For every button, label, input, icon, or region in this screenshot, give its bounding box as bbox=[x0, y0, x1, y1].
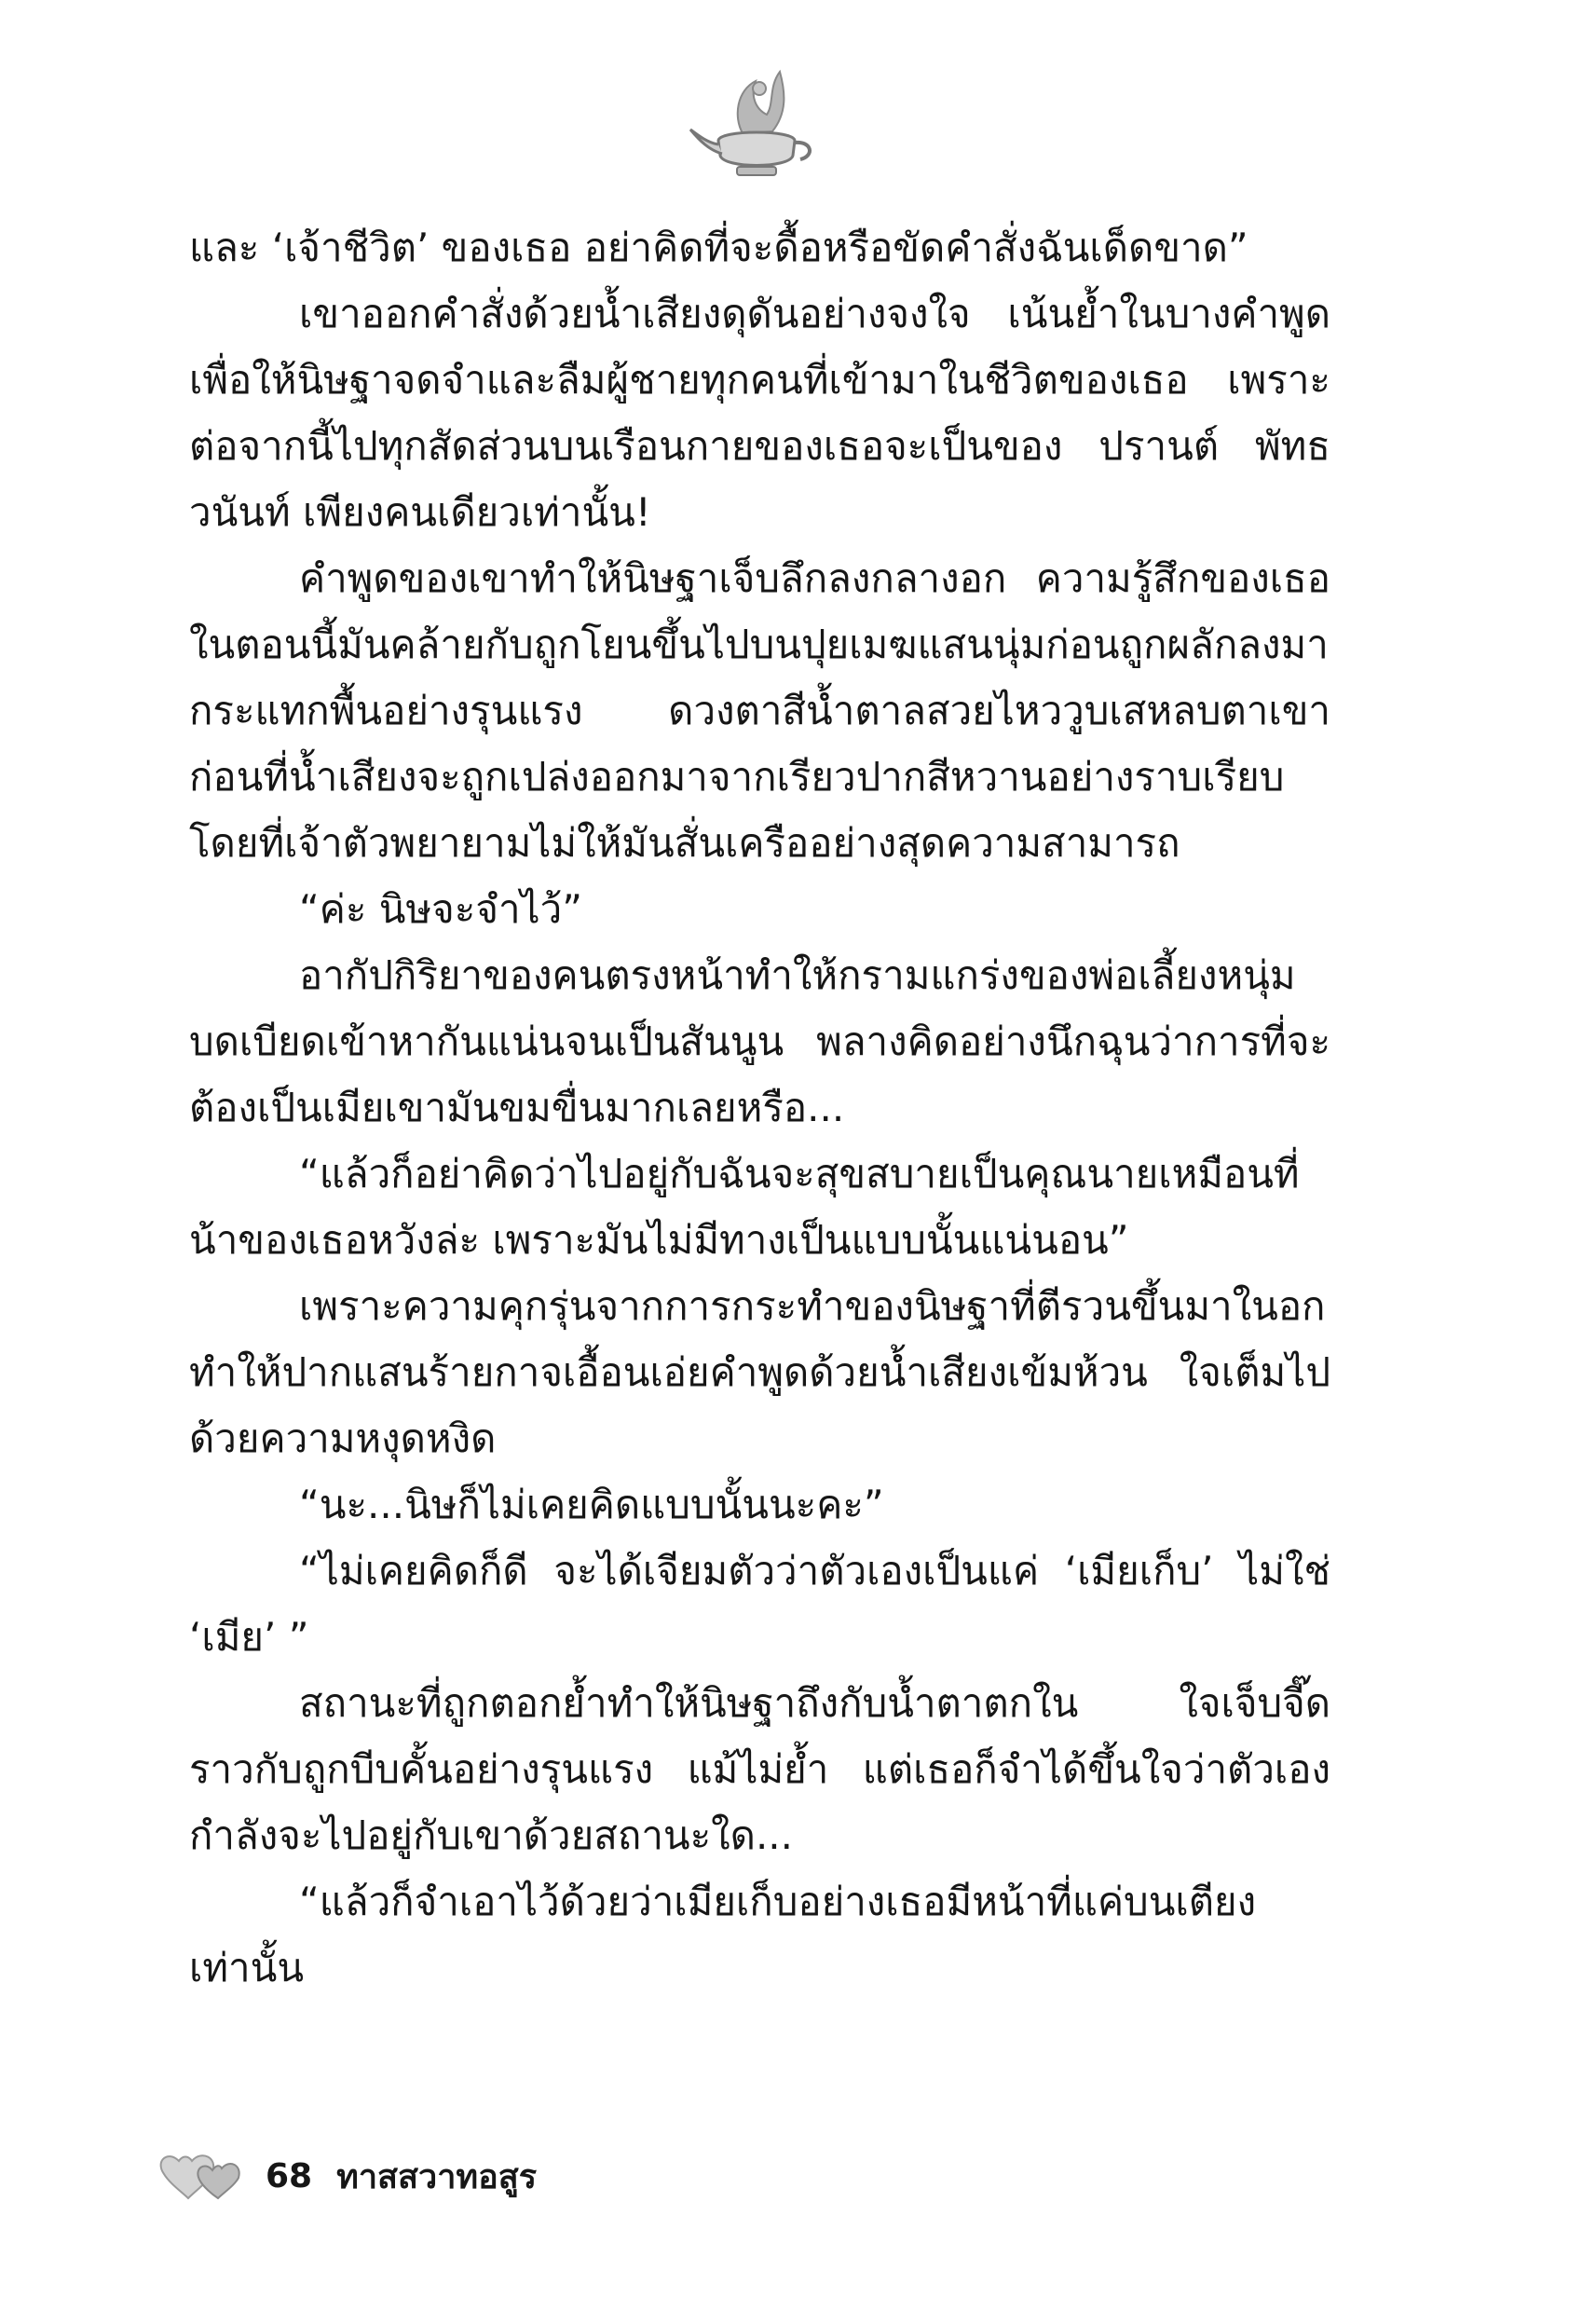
magic-lamp-icon bbox=[685, 51, 825, 191]
paragraph: “นะ...นิษก็ไม่เคยคิดแบบนั้นนะคะ” bbox=[299, 1482, 884, 1527]
page-number: 68 bbox=[266, 2156, 313, 2195]
paragraph: อากัปกิริยาของคนตรงหน้าทำให้กรามแกร่งของพ่อเลี้ยงหนุ่มบดเบียดเข้าหากันแน่นจนเป็นสันนูน พลางคิดอย่างนึกฉุนว่าการที่จะต้องเป็นเมียเขามันขมขื่นมากเลยหรือ... bbox=[189, 952, 1330, 1130]
paragraph: เพราะความคุกรุ่นจากการกระทำของนิษฐาที่ตีรวนขึ้นมาในอกทำให้ปากแสนร้ายกาจเอื้อนเอ่ยคำพูดด้วยน้ำเสียงเข้มห้วน ใจเต็มไปด้วยความหงุดหงิด bbox=[189, 1283, 1330, 1461]
paragraph: “ค่ะ นิษจะจำไว้” bbox=[299, 886, 582, 932]
paragraph: “ไม่เคยคิดก็ดี จะได้เจียมตัวว่าตัวเองเป็นแค่ ‘เมียเก็บ’ ไม่ใช่ ‘เมีย’ ” bbox=[189, 1548, 1330, 1660]
paragraph: “แล้วก็อย่าคิดว่าไปอยู่กับฉันจะสุขสบายเป็นคุณนายเหมือนที่น้าของเธอหวังล่ะ เพราะมันไม่มีทางเป็นแบบนั้นแน่นอน” bbox=[189, 1151, 1300, 1263]
paragraph: คำพูดของเขาทำให้นิษฐาเจ็บลึกลงกลางอก ความรู้สึกของเธอในตอนนี้มันคล้ายกับถูกโยนขึ้นไปบนปุยเมฆแสนนุ่มก่อนถูกผลักลงมากระแทกพื้นอย่างรุนแรง ดวงตาสีน้ำตาลสวยไหววูบเสหลบตาเขาก่อนที่น้ำเสียงจะถูกเปล่งออกมาจากเรียวปากสีหวานอย่างราบเรียบ โดยที่เจ้าตัวพยายามไม่ให้มันสั่นเครืออย่างสุดความสามารถ bbox=[189, 555, 1330, 866]
book-title: ทาสสวาทอสูร bbox=[336, 2157, 538, 2196]
body-text bbox=[189, 214, 1330, 2001]
page-footer bbox=[158, 2143, 537, 2208]
paragraph: “แล้วก็จำเอาไว้ด้วยว่าเมียเก็บอย่างเธอมีหน้าที่แค่บนเตียงเท่านั้น bbox=[189, 1879, 1257, 1990]
paragraph: เขาออกคำสั่งด้วยน้ำเสียงดุดันอย่างจงใจ เน้นย้ำในบางคำพูด เพื่อให้นิษฐาจดจำและลืมผู้ชายทุกคนที่เข้ามาในชีวิตของเธอ เพราะต่อจากนี้ไปทุกสัดส่วนบนเรือนกายของเธอจะเป็นของ ปรานต์ พัทธวนันท์ เพียงคนเดียวเท่านั้น! bbox=[189, 291, 1330, 535]
paragraph: สถานะที่ถูกตอกย้ำทำให้นิษฐาถึงกับน้ำตาตกใน ใจเจ็บจี๊ดราวกับถูกบีบคั้นอย่างรุนแรง แม้ไม่ย้ำ แต่เธอก็จำได้ขึ้นใจว่าตัวเองกำลังจะไปอยู่กับเขาด้วยสถานะใด... bbox=[189, 1680, 1330, 1858]
paragraph: และ ‘เจ้าชีวิต’ ของเธอ อย่าคิดที่จะดื้อหรือขัดคำสั่งฉันเด็ดขาด” bbox=[189, 225, 1248, 270]
hearts-icon bbox=[158, 2148, 247, 2204]
